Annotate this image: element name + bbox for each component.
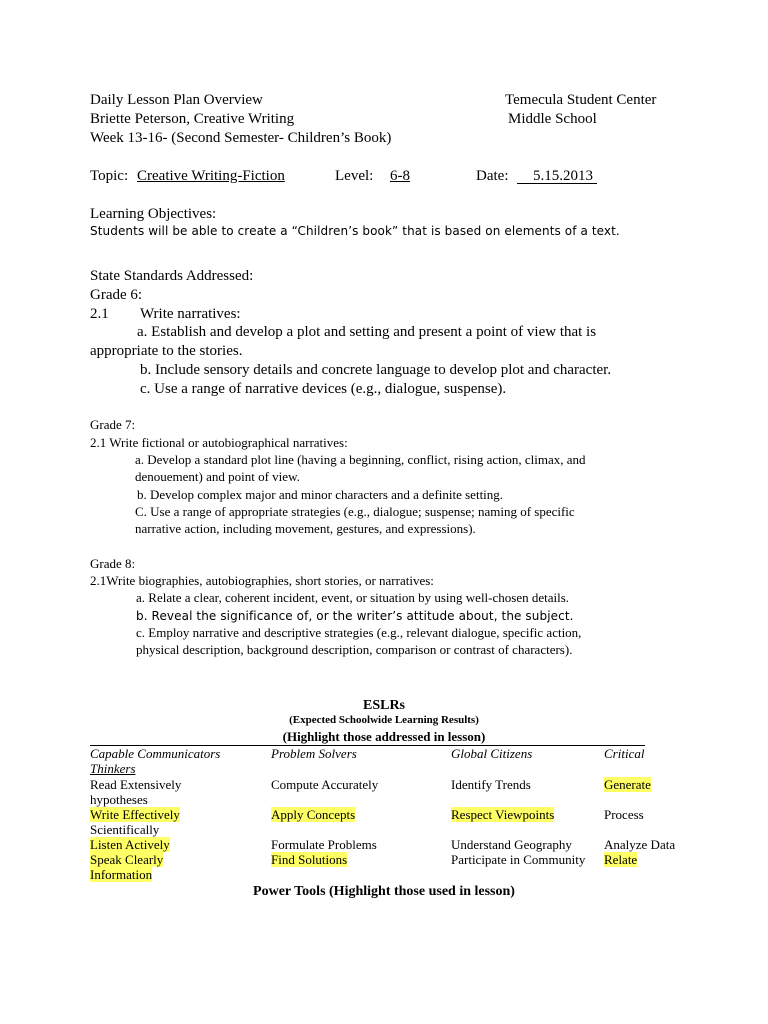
eslr-formulate-problems: Formulate Problems xyxy=(271,837,377,852)
date-value: 5.15.2013 xyxy=(533,168,593,184)
eslr-respect-viewpoints: Respect Viewpoints xyxy=(451,807,555,822)
col-header-critical: Critical xyxy=(604,746,645,761)
grade7-item-c: C. Use a range of appropriate strategies (e.g., dialogue; suspense; naming of specific xyxy=(135,504,575,519)
col-header-communicators: Capable Communicators xyxy=(90,746,221,761)
grade6-item-a: a. Establish and develop a plot and setting and present a point of view that is xyxy=(137,324,597,340)
grade8-item-a: a. Relate a clear, coherent incident, event, or situation by using well-chosen details. xyxy=(136,590,570,605)
eslr-read-extensively: Read Extensively xyxy=(90,777,182,792)
grade7-title: 2.1 Write fictional or autobiographical narratives: xyxy=(90,435,348,450)
eslr-participate-in-community: Participate in Community xyxy=(451,852,586,867)
week-line: Week 13-16- (Second Semester- Children’s Book) xyxy=(90,130,392,146)
eslr-scientifically: Scientifically xyxy=(90,822,160,837)
eslr-find-solutions: Find Solutions xyxy=(271,852,348,867)
power-tools-heading: Power Tools (Highlight those used in lesson) xyxy=(253,884,515,899)
grade6-label: Grade 6: xyxy=(90,287,143,303)
grade8-title: 2.1Write biographies, autobiographies, short stories, or narratives: xyxy=(90,573,434,588)
grade7-item-c-cont: narrative action, including movement, gestures, and expressions). xyxy=(135,521,476,536)
grade7-item-b: b. Develop complex major and minor characters and a definite setting. xyxy=(137,487,504,502)
level-label: Level: xyxy=(335,168,374,184)
grade7-label: Grade 7: xyxy=(90,417,136,432)
col-header-problem-solvers: Problem Solvers xyxy=(271,746,357,761)
grade8-item-c: c. Employ narrative and descriptive strategies (e.g., relevant dialogue, specific action, xyxy=(136,625,582,640)
eslr-hypotheses: hypotheses xyxy=(90,792,148,807)
eslr-information: Information xyxy=(90,867,153,882)
eslr-analyze-data: Analyze Data xyxy=(604,837,676,852)
standards-heading: State Standards Addressed: xyxy=(90,268,254,284)
eslr-listen-actively: Listen Actively xyxy=(90,837,170,852)
eslr-write-effectively: Write Effectively xyxy=(90,807,180,822)
eslrs-subtitle: (Expected Schoolwide Learning Results) xyxy=(289,714,479,726)
grade6-item-c: c. Use a range of narrative devices (e.g., dialogue, suspense). xyxy=(140,381,507,397)
grade7-item-a: a. Develop a standard plot line (having a beginning, conflict, rising action, climax, and xyxy=(135,452,586,467)
eslrs-instruction: (Highlight those addressed in lesson) xyxy=(282,729,486,744)
school-type: Middle School xyxy=(508,111,597,127)
objectives-heading: Learning Objectives: xyxy=(90,206,217,222)
grade8-item-b: b. Reveal the significance of, or the writer’s attitude about, the subject. xyxy=(136,609,574,623)
eslrs-title: ESLRs xyxy=(362,698,406,713)
eslr-compute-accurately: Compute Accurately xyxy=(271,777,379,792)
author-line: Briette Peterson, Creative Writing xyxy=(90,111,295,127)
grade6-number: 2.1 xyxy=(90,306,109,322)
eslr-speak-clearly: Speak Clearly xyxy=(90,852,164,867)
grade6-item-b: b. Include sensory details and concrete language to develop plot and character. xyxy=(140,362,612,378)
col-header-thinkers: Thinkers xyxy=(90,761,136,776)
eslr-process: Process xyxy=(604,807,644,822)
level-value: 6-8 xyxy=(390,168,410,184)
eslr-relate: Relate xyxy=(604,852,638,867)
eslr-understand-geography: Understand Geography xyxy=(451,837,572,852)
grade6-title: Write narratives: xyxy=(140,306,241,322)
grade6-item-a-cont: appropriate to the stories. xyxy=(90,343,243,359)
eslr-identify-trends: Identify Trends xyxy=(451,777,531,792)
eslr-generate: Generate xyxy=(604,777,651,792)
topic-label: Topic: xyxy=(90,168,129,184)
grade8-label: Grade 8: xyxy=(90,556,136,571)
school-name: Temecula Student Center xyxy=(505,92,657,108)
topic-value: Creative Writing-Fiction xyxy=(137,168,285,184)
document-title: Daily Lesson Plan Overview xyxy=(90,92,263,108)
grade8-item-c-cont: physical description, background description, comparison or contrast of characters). xyxy=(136,642,573,657)
grade7-item-a-cont: denouement) and point of view. xyxy=(135,469,300,484)
date-label: Date: xyxy=(476,168,509,184)
objectives-text: Students will be able to create a “Children’s book” that is based on elements of a text. xyxy=(90,224,620,238)
eslr-apply-concepts: Apply Concepts xyxy=(271,807,356,822)
col-header-global-citizens: Global Citizens xyxy=(451,746,533,761)
